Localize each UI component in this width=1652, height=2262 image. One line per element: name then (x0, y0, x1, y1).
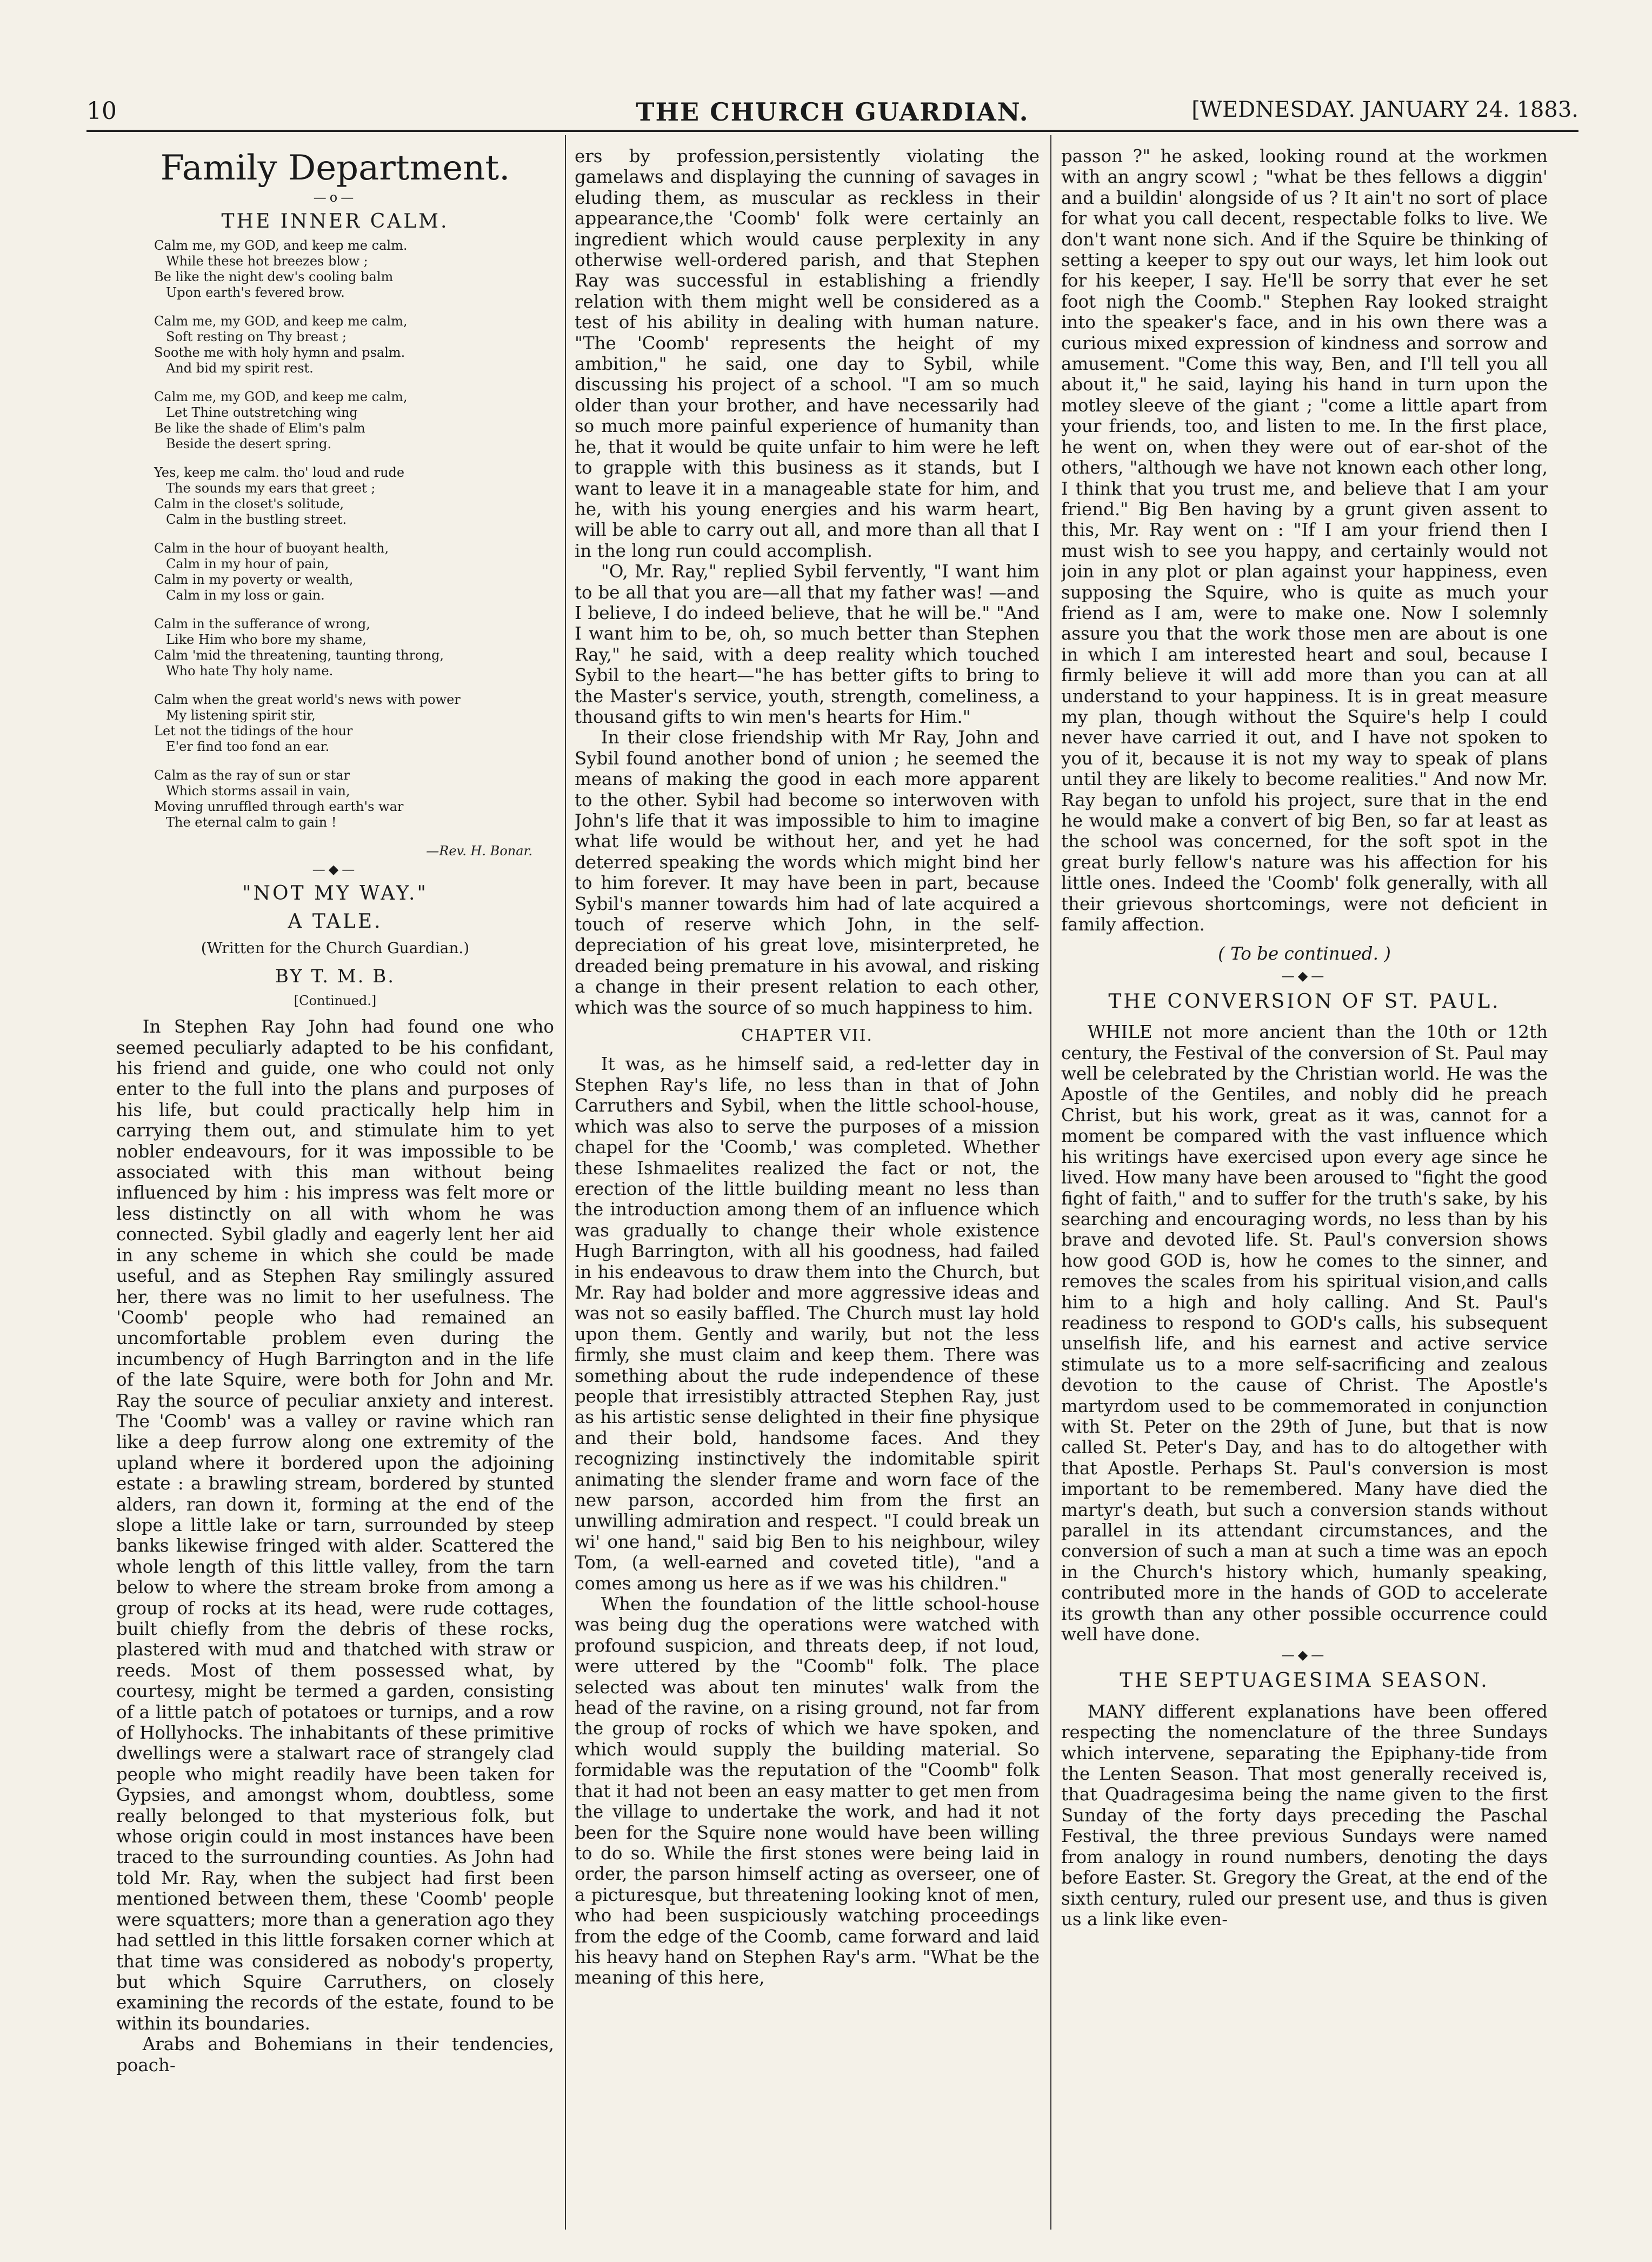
story-paragraph: ers by profession,persistently violating the gamelaws and displaying the cunning of savages in eluding them, as muscular as reckless in their appearance,the 'Coomb' folk were certainly an ingredient which would cause perplexity in any otherwise well-ordered parish, and that Stephen Ray was successful in establishing a friendly relation with them might well be considered as a test of his ability in dealing with human nature. "The 'Coomb' represents the height of my ambition," he said, one day to Sybil, while discussing his project of a school. "I am so much older than your brother, and have necessarily had so much more painful experience of humanity than he, that it would be quite unfair to him were he left to grapple with this business as it stands, but I want to leave it in a manageable state for him, and he, with his young energies and his warm heart, will be able to carry out all, and more than all that I in the long run could accomplish. (575, 146, 1040, 561)
poem-line: And bid my spirit rest. (166, 361, 314, 376)
poem-line: Calm as the ray of sun or star (154, 768, 350, 783)
page-header (86, 92, 1578, 130)
page-number: 10 (86, 97, 117, 125)
poem-line: Let Thine outstretching wing (166, 405, 358, 420)
poem-line: Upon earth's fevered brow. (166, 285, 345, 300)
issue-date: [WEDNESDAY. JANUARY 24. 1883. (1191, 97, 1578, 122)
poem-line: Beside the desert spring. (166, 436, 332, 451)
poem-stanza (154, 389, 554, 452)
poem-line: Calm when the great world's news with power (154, 692, 461, 707)
ornament: —◆— (312, 862, 358, 877)
paper-title: THE CHURCH GUARDIAN. (636, 97, 1029, 127)
poem-title: THE INNER CALM. (221, 210, 449, 232)
poem-line: Yes, keep me calm. tho' loud and rude (154, 465, 405, 480)
poem-line: Calm in the bustling street. (166, 512, 347, 527)
poem-line: While these hot breezes blow ; (166, 254, 368, 269)
continued-note: [Continued.] (294, 993, 377, 1008)
poem-line: Calm in the closet's solitude, (154, 496, 344, 511)
column-divider (1050, 135, 1051, 2230)
poem-stanza (154, 616, 554, 679)
poem-signature: —Rev. H. Bonar. (426, 843, 532, 859)
poem-line: Be like the shade of Elim's palm (154, 421, 365, 436)
section-title: THE CONVERSION OF ST. PAUL. (1108, 990, 1501, 1013)
poem-stanza (154, 465, 554, 528)
poem-line: Which storms assail in vain, (166, 783, 350, 799)
column-divider (565, 135, 566, 2230)
poem-line: Calm in my loss or gain. (166, 588, 325, 603)
section-title: THE SEPTUAGESIMA SEASON. (1120, 1669, 1489, 1692)
story-paragraph: In Stephen Ray John had found one who seemed peculiarly adapted to be his confidant, his friend and guide, one who could not only enter to the full into the plans and purposes of his life, but could practically help him in carrying them out, and stimulate him to yet nobler endeavours, for it was impossible to be associated with this man without being influenced by him : his impress was felt more or less distinctly on all with whom he was connected. Sybil gladly and eagerly lent her aid in any scheme in which she could be made useful, and as Stephen Ray smilingly assured her, there was no limit to her usefulness. The 'Coomb' people who had remained an uncomfortable problem even during the incumbency of Hugh Barrington and in the life of the late Squire, were both for John and Mr. Ray the source of peculiar anxiety and interest. The 'Coomb' was a valley or ravine which ran like a deep furrow along one extremity of the upland where it bordered upon the adjoining estate : a brawling stream, bordered by stunted alders, ran down it, forming at the end of the slope a little lake or tarn, surrounded by steep banks likewise fringed with alder. Scattered the whole length of this little valley, from the tarn below to where the stream broke from among a group of rocks at its head, were rude cottages, built chiefly from the debris of these rocks, plastered with mud and thatched with straw or reeds. Most of them possessed what, by courtesy, might be termed a garden, consisting of a little patch of potatoes or turnips, and a row of Hollyhocks. The inhabitants of these primitive dwellings were a stalwart race of strangely clad people who might readily have been taken for Gypsies, and amongst whom, doubtless, some really belonged to that mysterious folk, but whose origin could in most instances have been traced to the surrounding counties. As John had told Mr. Ray, when the subject had first been mentioned between them, these 'Coomb' people were squatters; more than a generation ago they had settled in this little forsaken corner which at that time was considered as nobody's property, but which Squire Carruthers, on closely examining the records of the estate, found to be within its boundaries. (116, 1016, 554, 2034)
story-paragraph: It was, as he himself said, a red-letter day in Stephen Ray's life, no less than in that of John Carruthers and Sybil, when the little school-house, which was also to serve the purposes of a mission chapel for the 'Coomb,' was completed. Whether these Ishmaelites realized the fact or not, the erection of the little building meant no less than the introduction among them of an influence which was gradually to change their whole existence Hugh Barrington, with all his goodness, had failed in his endeavous to draw them into the Church, but Mr. Ray had bolder and more aggressive ideas and was not so easily baffled. The Church must lay hold upon them. Gently and warily, but not the less firmly, she must claim and keep them. There was something about the rude independence of these people that irresistibly attracted Stephen Ray, just as his artistic sense delighted in their fine physique and their bold, handsome faces. And they recognizing instinctively the indomitable spirit animating the slender frame and worn face of the new parson, accorded him from the first an unwilling admiration and respect. "I could break un wi' one hand," said big Ben to his neighbour, wiley Tom, (a well-earned and coveted title), "and a comes among us here as if we was his children." (575, 1054, 1040, 1594)
poem-line: Soothe me with holy hymn and psalm. (154, 345, 405, 360)
poem-line: Calm in my hour of pain, (166, 556, 329, 571)
column-1 (116, 146, 554, 2230)
story-subtitle: A TALE. (288, 910, 383, 933)
poem-line: Soft resting on Thy breast ; (166, 329, 347, 344)
story-paragraph: In their close friendship with Mr Ray, John and Sybil found another bond of union ; he seemed the means of making the good in each more apparent to the other. Sybil had become so interwoven with John's life that it was impossible to him to imagine what life would be without her, and yet he had deterred speaking the words which might bind her to him forever. It may have been in part, because Sybil's manner towards him had of late acquired a touch of reserve which John, in the self-depreciation of his great love, misinterpreted, he dreaded being premature in his avowal, and risking a change in their present relation to each other, which was the source of so much happiness to him. (575, 727, 1040, 1018)
poem-line: The sounds my ears that greet ; (166, 481, 376, 496)
story-paragraph: "O, Mr. Ray," replied Sybil fervently, "I want him to be all that you are—all that my father was! —and I believe, I do indeed believe, that he will be." "And I want him to be, oh, so much better than Stephen Ray," he said, with a deep reality which touched Sybil to the heart—"he has better gifts to bring to the Master's service, youth, strength, comeliness, a thousand gifts to win men's hearts for Him." (575, 561, 1040, 727)
poem-stanza (154, 692, 554, 755)
story-paragraph: When the foundation of the little school-house was being dug the operations were watched with profound suspicion, and threats deep, if not loud, were uttered by the "Coomb" folk. The place selected was about ten minutes' walk from the head of the ravine, on a rising ground, not far from the group of rocks of which we have spoken, and which would supply the building material. So formidable was the reputation of the "Coomb" folk that it had not been an easy matter to get men from the village to undertake the work, and had it not been for the Squire none would have been willing to do so. While the first stones were being laid in order, the parson himself acting as overseer, one of a picturesque, but threatening looking knot of men, who had been suspiciously watching proceedings from the edge of the Coomb, came forward and laid his heavy hand on Stephen Ray's arm. "What be the meaning of this here, (575, 1594, 1040, 1988)
chapter-heading: CHAPTER VII. (741, 1026, 873, 1046)
poem-stanza (154, 541, 554, 603)
poem-stanza (154, 238, 554, 301)
poem (154, 238, 554, 859)
poem-line: E'er find too fond an ear. (166, 739, 330, 754)
poem-line: Calm me, my GOD, and keep me calm, (154, 314, 408, 329)
ornament: —o— (313, 190, 357, 205)
story-title: "NOT MY WAY." (242, 882, 428, 904)
poem-line: Who hate Thy holy name. (166, 663, 334, 678)
column-2 (575, 146, 1040, 2230)
poem-stanza (154, 314, 554, 376)
article-paragraph: WHILE not more ancient than the 10th or 12th century, the Festival of the conversion of St. Paul may well be celebrated by the Christian world. He was the Apostle of the Gentiles, and nobly did he preach Christ, but his work, great as it was, cannot for a moment be compared with the vast influence which his writings have exercised upon every age since he lived. How many have been aroused to "fight the good fight of faith," and to suffer for the truth's sake, by his searching and encouraging words, no less than by his brave and devoted life. St. Paul's conversion shows how good GOD is, how he comes to the sinner, and removes the scales from his spiritual vision,and calls him to a high and holy calling. And St. Paul's readiness to respond to GOD's calls, his subsequent unselfish life, and his earnest and active service stimulate us to a more self-sacrificing and zealous devotion to the cause of Christ. The Apostle's martyrdom used to be commemorated in conjunction with St. Peter on the 29th of June, but that is now called St. Peter's Day, and has to do altogether with that Apostle. Perhaps St. Paul's conversion is most important to be remembered. Many have died the martyr's death, but such a conversion stands without parallel in its attendant circumstances, and the conversion of such a man at such a time was an epoch in the Church's history which, humanly speaking, contributed more in the hands of GOD to accelerate its growth than any other possible occurrence could well have done. (1061, 1022, 1548, 1645)
written-for-note: (Written for the Church Guardian.) (201, 939, 470, 957)
poem-line: Calm 'mid the threatening, taunting throng, (154, 648, 444, 663)
poem-line: Moving unruffled through earth's war (154, 799, 404, 814)
column-3 (1061, 146, 1548, 2230)
ornament: —◆— (1281, 1647, 1328, 1663)
poem-line: Like Him who bore my shame, (166, 632, 367, 647)
article-paragraph: MANY different explanations have been offered respecting the nomenclature of the three Sundays which intervene, separating the Epiphany-tide from the Lenten Season. That most generally received is, that Quadragesima being the name given to the first Sunday of the forty days preceding the Paschal Festival, the three previous Sundays were named from analogy in round numbers, denoting the days before Easter. St. Gregory the Great, at the end of the sixth century, ruled our present use, and thus is given us a link like even- (1061, 1701, 1548, 1930)
byline: BY T. M. B. (275, 966, 396, 988)
poem-line: Let not the tidings of the hour (154, 723, 353, 739)
poem-line: Calm in the sufferance of wrong, (154, 616, 370, 631)
header-rule (86, 130, 1578, 132)
poem-stanza (154, 768, 554, 830)
to-be-continued: ( To be continued. ) (1218, 943, 1391, 964)
poem-line: The eternal calm to gain ! (166, 815, 337, 830)
story-paragraph: passon ?" he asked, looking round at the workmen with an angry scowl ; "what be thes fellows a diggin' and a buildin' alongside of us ? It ain't no sort of place for what you call decent, respectable folks to live. We don't want none sich. And if the Squire be thinking of setting a keeper to spy out our ways, let him look out for his keeper, I say. He'll be sorry that ever he set foot nigh the Coomb." Stephen Ray looked straight into the speaker's face, and in his own there was a curious mixed expression of kindness and sorrow and amusement. "Come this way, Ben, and I'll tell you all about it," he said, laying his hand in turn upon the motley sleeve of the giant ; "come a little apart from your friends, too, and listen to me. In the first place, he went on, when they were out of ear-shot of the others, "although we have not known each other long, I think that you trust me, and believe that I am your friend." Big Ben having by a grunt given assent to this, Mr. Ray went on : "If I am your friend then I must wish to see you happy, and certainly would not join in any plot or plan against your happiness, even supposing the Squire, who is quite as much your friend as I am, were to make one. Now I solemnly assure you that the work those men are about is one in which I am interested heart and soul, because I firmly believe it will add more than you can at all understand to your happiness. It is in great measure my plan, though without the Squire's help I could never have carried it out, and I have not spoken to you of it, because it is not my way to speak of plans until they are likely to become realities." And now Mr. Ray began to unfold his project, sure that in the end he would make a convert of big Ben, so far at least as the school was concerned, for the soft spot in the great burly fellow's nature was his affection for his little ones. Indeed the 'Coomb' folk generally, with all their grievous shortcomings, were not deficient in family affection. (1061, 146, 1548, 935)
poem-line: Calm in the hour of buoyant health, (154, 541, 389, 556)
poem-line: Calm me, my GOD, and keep me calm. (154, 238, 408, 253)
poem-line: Calm me, my GOD, and keep me calm, (154, 389, 408, 404)
ornament: —◆— (1281, 968, 1328, 983)
poem-line: Be like the night dew's cooling balm (154, 269, 394, 284)
story-paragraph: Arabs and Bohemians in their tendencies, poach- (116, 2034, 554, 2075)
poem-line: My listening spirit stir, (166, 708, 316, 723)
department-heading: Family Department. (160, 148, 510, 188)
poem-line: Calm in my poverty or wealth, (154, 572, 354, 587)
